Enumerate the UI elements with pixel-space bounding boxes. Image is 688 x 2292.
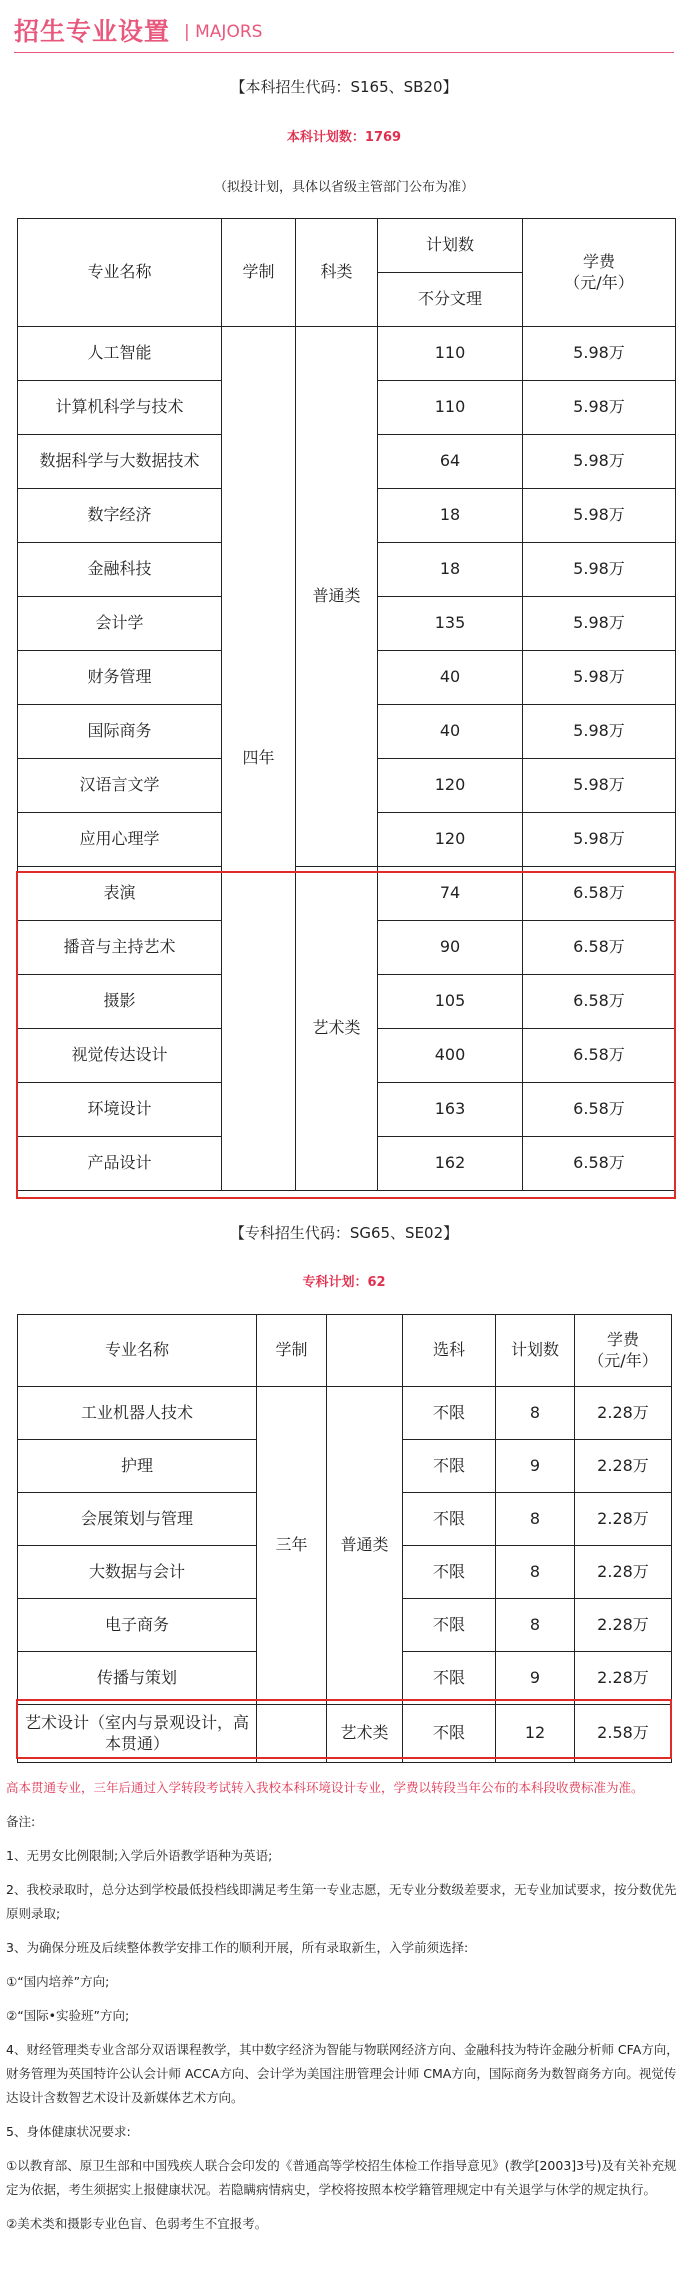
table-row: [18, 867, 676, 921]
plan-count: 9: [496, 1440, 575, 1493]
tuition-fee: 5.98万: [523, 759, 676, 813]
section-header: [14, 8, 674, 53]
plan-count: 64: [378, 435, 523, 489]
plan-count: 105: [378, 975, 523, 1029]
major-name: 人工智能: [18, 327, 222, 381]
tuition-fee: 5.98万: [523, 435, 676, 489]
col-header-fee: 学费 （元/年）: [575, 1315, 672, 1387]
col-header-subject: 选科: [403, 1315, 496, 1387]
col-header-category: 科类: [296, 219, 378, 327]
plan-count: 40: [378, 705, 523, 759]
plan-count: 18: [378, 543, 523, 597]
category-art: 艺术类: [327, 1705, 403, 1763]
note-item: ①以教育部、原卫生部和中国残疾人联合会印发的《普通高等学校招生体检工作指导意见》(教学[2003]3号)及有关补充规定为依据，考生须据实上报健康状况。若隐瞒病情病史，学校将按照本校学籍管理规定中有关退学与休学的规定执行。: [6, 2158, 677, 2197]
major-name: 电子商务: [18, 1599, 257, 1652]
table-row: [18, 327, 676, 381]
category-general: 普通类: [296, 327, 378, 867]
bachelor-plan-total: 本科计划数：1769: [286, 130, 402, 145]
category-general: 普通类: [327, 1387, 403, 1705]
subject-requirement: 不限: [403, 1493, 496, 1546]
major-name: 护理: [18, 1440, 257, 1493]
table-row: [18, 1705, 672, 1763]
tuition-fee: 6.58万: [523, 867, 676, 921]
tuition-fee: 2.58万: [575, 1705, 672, 1763]
major-name: 计算机科学与技术: [18, 381, 222, 435]
tuition-fee: 5.98万: [523, 651, 676, 705]
major-name: 播音与主持艺术: [18, 921, 222, 975]
bachelor-code: 【本科招生代码：S165、SB20】: [230, 78, 458, 96]
note-item: 1、无男女比例限制;入学后外语教学语种为英语;: [6, 1848, 273, 1863]
category-art: 艺术类: [296, 867, 378, 1191]
duration-cell: 四年: [222, 327, 296, 1191]
note-item: 4、财经管理类专业含部分双语课程教学，其中数字经济为智能与物联网经济方向、金融科技为特许金融分析师 CFA方向，财务管理为英国特许公认会计师 ACCA方向、会计学为美国注册管理会计师 CMA方向，国际商务为数智商务方向。视觉传达设计含数智艺术设计及新媒体艺术方向。: [6, 2042, 679, 2105]
tuition-fee: 2.28万: [575, 1493, 672, 1546]
duration-cell: 三年: [257, 1387, 327, 1705]
major-name: 应用心理学: [18, 813, 222, 867]
plan-count: 120: [378, 813, 523, 867]
tuition-fee: 5.98万: [523, 705, 676, 759]
major-name: 工业机器人技术: [18, 1387, 257, 1440]
page-subtitle: | MAJORS: [184, 22, 263, 42]
tuition-fee: 5.98万: [523, 381, 676, 435]
plan-count: 90: [378, 921, 523, 975]
plan-count: 163: [378, 1083, 523, 1137]
col-header-major: 专业名称: [18, 219, 222, 327]
col-header-duration: 学制: [257, 1315, 327, 1387]
plan-count: 74: [378, 867, 523, 921]
plan-count: 400: [378, 1029, 523, 1083]
bachelor-plan-note: （拟投计划，具体以省级主管部门公布为准）: [213, 180, 474, 195]
associate-code: 【专科招生代码：SG65、SE02】: [229, 1224, 459, 1242]
col-header-plan: 计划数: [378, 219, 523, 273]
notes-section: [6, 1776, 682, 2246]
col-header-duration: 学制: [222, 219, 296, 327]
col-header-plan-sub: 不分文理: [378, 273, 523, 327]
major-name: 艺术设计（室内与景观设计，高本贯通）: [18, 1705, 257, 1763]
major-name: 传播与策划: [18, 1652, 257, 1705]
tuition-fee: 6.58万: [523, 1137, 676, 1191]
major-name: 汉语言文学: [18, 759, 222, 813]
subject-requirement: 不限: [403, 1652, 496, 1705]
note-item: ②“国际•实验班”方向;: [6, 2008, 130, 2023]
subject-requirement: 不限: [403, 1546, 496, 1599]
plan-count: 40: [378, 651, 523, 705]
note-item: ①“国内培养”方向;: [6, 1974, 110, 1989]
plan-count: 8: [496, 1493, 575, 1546]
plan-count: 8: [496, 1599, 575, 1652]
note-item: 3、为确保分班及后续整体教学安排工作的顺利开展，所有录取新生，入学前须选择:: [6, 1940, 469, 1955]
subject-requirement: 不限: [403, 1387, 496, 1440]
major-name: 摄影: [18, 975, 222, 1029]
note-item: 5、身体健康状况要求:: [6, 2124, 131, 2139]
major-name: 会计学: [18, 597, 222, 651]
tuition-fee: 5.98万: [523, 489, 676, 543]
major-name: 环境设计: [18, 1083, 222, 1137]
major-name: 视觉传达设计: [18, 1029, 222, 1083]
note-item: ②美术类和摄影专业色盲、色弱考生不宜报考。: [6, 2216, 268, 2231]
plan-count: 9: [496, 1652, 575, 1705]
duration-cell-empty: [257, 1705, 327, 1763]
col-header-major: 专业名称: [18, 1315, 257, 1387]
plan-count: 135: [378, 597, 523, 651]
plan-count: 162: [378, 1137, 523, 1191]
tuition-fee: 2.28万: [575, 1387, 672, 1440]
tuition-fee: 5.98万: [523, 327, 676, 381]
subject-requirement: 不限: [403, 1705, 496, 1763]
plan-count: 120: [378, 759, 523, 813]
major-name: 大数据与会计: [18, 1546, 257, 1599]
note-item: 2、我校录取时，总分达到学校最低投档线即满足考生第一专业志愿，无专业分数级差要求，无专业加试要求，按分数优先原则录取;: [6, 1882, 677, 1921]
col-header-category: [327, 1315, 403, 1387]
page-title: 招生专业设置: [14, 17, 171, 46]
associate-plan-total: 专科计划：62: [302, 1275, 386, 1290]
major-name: 国际商务: [18, 705, 222, 759]
tuition-fee: 2.28万: [575, 1546, 672, 1599]
tuition-fee: 2.28万: [575, 1652, 672, 1705]
major-name: 表演: [18, 867, 222, 921]
major-name: 会展策划与管理: [18, 1493, 257, 1546]
bachelor-table: [17, 218, 676, 1191]
plan-count: 110: [378, 327, 523, 381]
plan-count: 12: [496, 1705, 575, 1763]
tuition-fee: 6.58万: [523, 921, 676, 975]
plan-count: 18: [378, 489, 523, 543]
major-name: 数字经济: [18, 489, 222, 543]
major-name: 产品设计: [18, 1137, 222, 1191]
tuition-fee: 6.58万: [523, 975, 676, 1029]
tuition-fee: 6.58万: [523, 1029, 676, 1083]
associate-table: [17, 1314, 672, 1763]
tuition-fee: 2.28万: [575, 1599, 672, 1652]
col-header-plan: 计划数: [496, 1315, 575, 1387]
plan-count: 8: [496, 1387, 575, 1440]
plan-count: 8: [496, 1546, 575, 1599]
tuition-fee: 5.98万: [523, 543, 676, 597]
integrated-program-note: 高本贯通专业，三年后通过入学转段考试转入我校本科环境设计专业，学费以转段当年公布的本科段收费标准为准。: [6, 1780, 644, 1795]
table-row: [18, 1387, 672, 1440]
notes-title: 备注:: [6, 1814, 36, 1829]
major-name: 财务管理: [18, 651, 222, 705]
tuition-fee: 2.28万: [575, 1440, 672, 1493]
subject-requirement: 不限: [403, 1599, 496, 1652]
major-name: 数据科学与大数据技术: [18, 435, 222, 489]
tuition-fee: 5.98万: [523, 813, 676, 867]
major-name: 金融科技: [18, 543, 222, 597]
notes-list: [6, 1844, 682, 2236]
tuition-fee: 6.58万: [523, 1083, 676, 1137]
subject-requirement: 不限: [403, 1440, 496, 1493]
plan-count: 110: [378, 381, 523, 435]
col-header-fee: 学费 （元/年）: [523, 219, 676, 327]
tuition-fee: 5.98万: [523, 597, 676, 651]
